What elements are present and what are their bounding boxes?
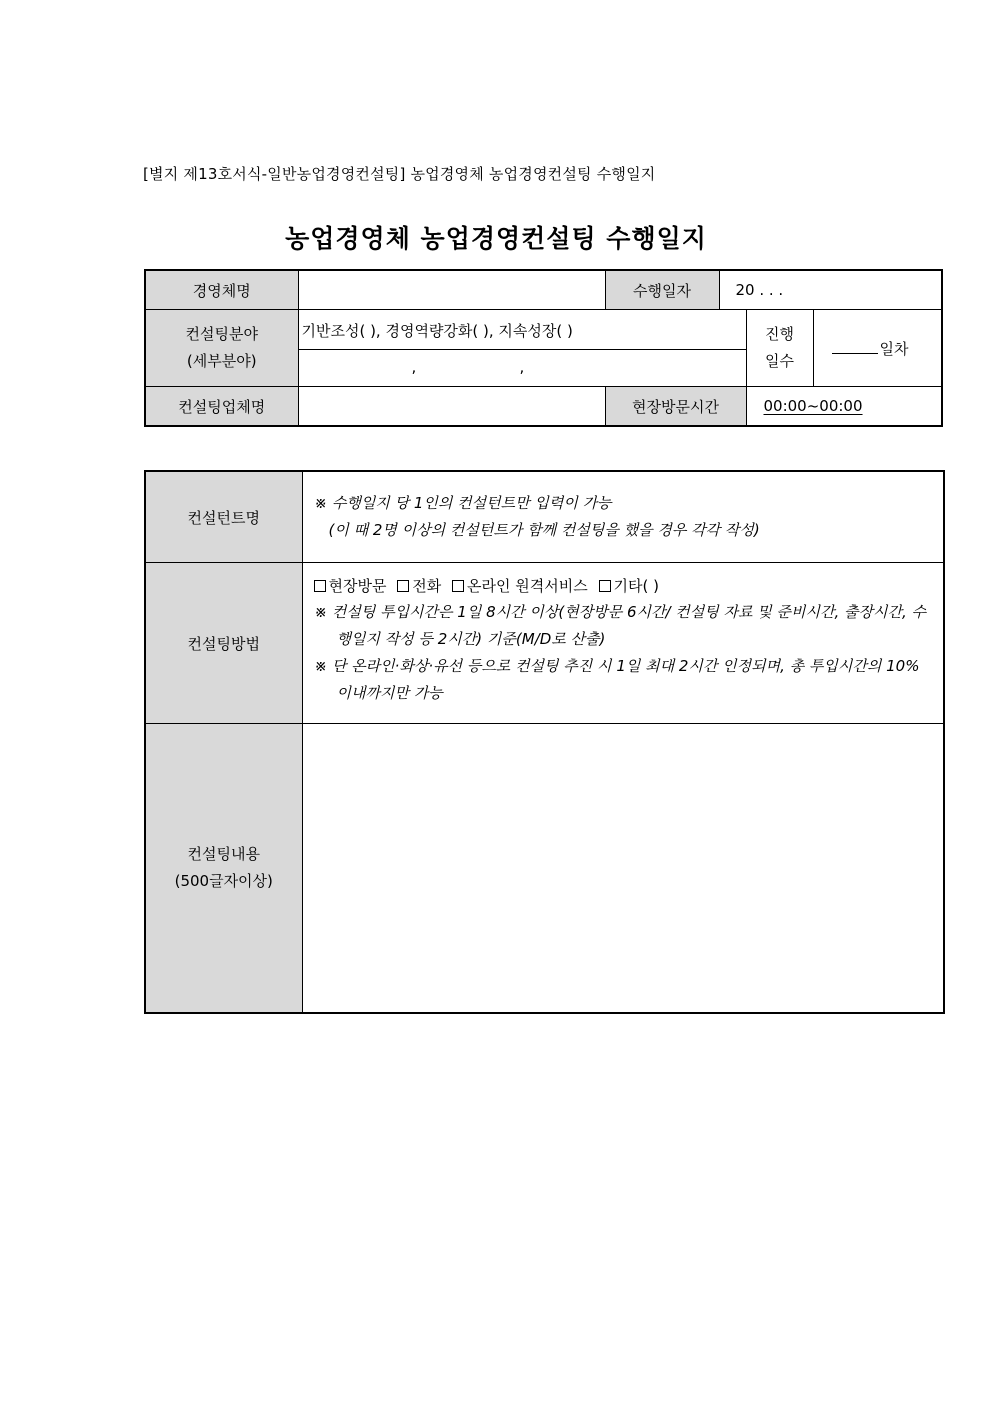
visit-time-label: 현장방문시간 — [605, 387, 746, 427]
progress-days-suffix: 일차 — [879, 339, 909, 358]
info-table — [144, 269, 943, 427]
form-caption: [별지 제13호서식-일반농업경영컨설팅] 농업경영체 농업경영컨설팅 수행일지 — [143, 165, 656, 183]
consultant-field[interactable] — [302, 471, 944, 563]
method-option-online: 온라인 원격서비스 — [467, 577, 588, 595]
progress-label — [746, 310, 813, 387]
field-options-field[interactable]: 기반조성( ), 경영역량강화( ), 지속성장( ) — [298, 310, 746, 350]
checkbox-online[interactable] — [452, 580, 464, 592]
detail-table — [144, 470, 945, 1014]
progress-days-blank — [832, 339, 878, 354]
checkbox-onsite-visit[interactable] — [314, 580, 326, 592]
method-label: 컨설팅방법 — [145, 563, 302, 724]
method-option-phone: 전화 — [412, 577, 442, 595]
method-option-onsite: 현장방문 — [328, 577, 387, 595]
content-label-line-2: (500글자이상) — [174, 872, 273, 890]
farm-name-field[interactable] — [298, 270, 605, 310]
document-title: 농업경영체 농업경영컨설팅 수행일지 — [285, 224, 707, 253]
date-field[interactable]: 20 . . . — [719, 270, 942, 310]
method-field[interactable] — [302, 563, 944, 724]
field-detail-comma-2: , — [519, 358, 525, 376]
content-label — [145, 724, 302, 1014]
field-detail-field[interactable] — [298, 350, 746, 387]
field-label — [145, 310, 298, 387]
method-options — [313, 573, 936, 599]
checkbox-other[interactable] — [599, 580, 611, 592]
progress-label-line-1: 진행 — [765, 325, 794, 343]
consultant-note-2: (이 때 2명 이상의 컨설턴트가 함께 컨설팅을 했을 경우 각각 작성) — [328, 521, 760, 539]
field-label-line-2: (세부분야) — [186, 352, 257, 370]
consultant-label: 컨설턴트명 — [145, 471, 302, 563]
field-detail-comma-1: , — [411, 358, 417, 376]
company-field[interactable] — [298, 387, 605, 427]
company-label: 컨설팅업체명 — [145, 387, 298, 427]
method-note-1: ※ 컨설팅 투입시간은 1일 8시간 이상(현장방문 6시간/ 컨설팅 자료 및 준비시간, 출장시간, 수행일지 작성 등 2시간) 기준(M/D로 산출) — [314, 603, 927, 648]
method-note-2: ※ 단 온라인·화상·유선 등으로 컨설팅 추진 시 1일 최대 2시간 인정되며, 총 투입시간의 10% 이내까지만 가능 — [314, 657, 920, 702]
field-label-line-1: 컨설팅분야 — [185, 325, 258, 343]
progress-label-line-2: 일수 — [765, 352, 794, 370]
farm-name-label: 경영체명 — [145, 270, 298, 310]
date-label: 수행일자 — [605, 270, 719, 310]
visit-time-field[interactable] — [746, 387, 942, 427]
consultant-note-1: ※ 수행일지 당 1인의 컨설턴트만 입력이 가능 — [314, 494, 612, 512]
progress-days-field[interactable] — [813, 310, 942, 387]
content-field[interactable] — [302, 724, 944, 1014]
checkbox-phone[interactable] — [397, 580, 409, 592]
content-label-line-1: 컨설팅내용 — [187, 845, 260, 863]
method-option-other: 기타( ) — [613, 577, 659, 595]
visit-time-value: 00:00~00:00 — [763, 397, 863, 415]
